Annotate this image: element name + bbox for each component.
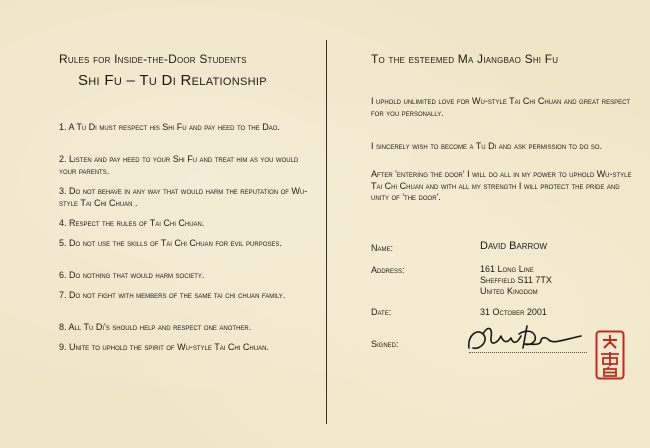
name-label: Name: [371,243,394,253]
pledge-paragraph: After 'entering the door' I will do all in my power to uphold Wu-style Tai Chi Chuan and with all my strength I will protect the pride and unity of 'the door'. [371,169,632,202]
address-line: Sheffield S11 7TX [480,275,552,285]
rule-item: 6. Do nothing that would harm society. [59,270,205,280]
rule-item: 5. Do not use the skills of Tai Chi Chuan for evil purposes. [59,238,282,248]
address-line: 161 Long Line [480,264,534,274]
rule-item: 2. Listen and pay heed to your Shi Fu and treat him as you would your parents. [59,154,299,176]
pledge-paragraph: I sincerely wish to become a Tu Di and ask permission to do so. [371,141,603,151]
date-label: Date: [371,307,392,317]
dedication-heading: To the esteemed Ma Jiangbao Shi Fu [371,52,559,66]
red-seal-stamp [595,330,625,380]
handwritten-signature [463,318,589,360]
rule-item: 9. Unite to uphold the spirit of Wu-style Tai Chi Chuan. [59,342,269,352]
rule-item: 8. All Tu Di's should help and respect one another. [59,322,252,332]
signed-label: Signed: [371,339,399,349]
center-divider [326,40,327,424]
relationship-title: Shi Fu – Tu Di Relationship [78,72,267,89]
address-label: Address: [371,265,405,275]
date-value: 31 October 2001 [480,307,547,317]
pledge-paragraph: I uphold unlimited love for Wu-style Tai Chi Chuan and great respect for you personally. [371,96,631,118]
rule-item: 7. Do not fight with members of the same tai chi chuan family. [59,290,286,300]
address-line: United Kingdom [480,286,538,296]
rule-item: 1. A Tu Di must respect his Shi Fu and pay heed to the Dao. [59,122,280,132]
rule-item: 4. Respect the rules of Tai Chi Chuan. [59,218,205,228]
rules-heading: Rules for Inside-the-Door Students [59,52,247,66]
rules-list [59,122,315,354]
rule-item: 3. Do not behave in any way that would harm the reputation of Wu-style Tai Chi Chuan . [59,186,308,208]
name-value: David Barrow [480,240,548,252]
